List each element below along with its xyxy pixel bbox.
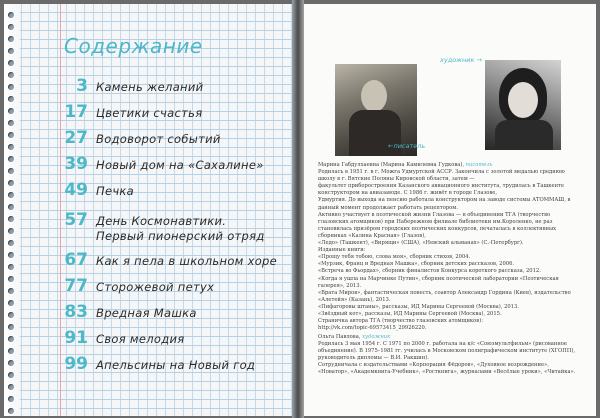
spiral-hole [8, 348, 14, 354]
artist-photo [485, 60, 561, 150]
spiral-hole [8, 156, 14, 162]
spiral-hole [8, 180, 14, 186]
spiral-hole [8, 12, 14, 18]
spiral-hole [8, 336, 14, 342]
spiral-hole [8, 312, 14, 318]
spiral-hole [8, 324, 14, 330]
writer-name: Марина Габдулхаевна (Марина Камилевна Гудкова), [318, 162, 465, 168]
contents-item-title: Сторожевой петух [96, 280, 215, 294]
spiral-hole [8, 192, 14, 198]
bio-line: «Врата Миров», фантастическая повесть, соавтор Александр Гордина (Киев), издательство «Алетейя» (Казань), 2013. [318, 289, 571, 303]
contents-item-title: Камень желаний [96, 80, 204, 94]
contents-page-number: 27 [64, 128, 88, 148]
artist-role: художник [362, 334, 391, 340]
artist-face [508, 82, 538, 118]
bio-line: «Когда я ушла на Марчинке Путин», сборник поэтической лаборатории «Поэтическая галерея», 2013. [318, 275, 559, 289]
contents-item-title: Водоворот событий [96, 132, 221, 146]
spiral-hole [8, 276, 14, 282]
contents-page-number: 17 [64, 102, 88, 122]
contents-page-number: 49 [64, 180, 88, 200]
contents-item-title: Как я пела в школьном хоре [96, 254, 278, 268]
writer-role: писатель [465, 162, 493, 168]
contents-item-title: Новый дом на «Сахалине» [96, 158, 264, 172]
contents-item-title: Вредная Машка [96, 306, 197, 320]
spiral-hole [8, 204, 14, 210]
spiral-hole [8, 360, 14, 366]
bio-line: Страничка автора ТГА (творчество глазовских атомщиков): [318, 318, 483, 325]
artist-bio [318, 334, 578, 377]
contents-page [4, 4, 296, 416]
bio-line: «Встреча во Фьордах», сборник финалистов Конкурса короткого рассказа, 2012. [318, 268, 541, 275]
illustrator-caption: художник → [440, 56, 482, 64]
writer-caption: ←писатель [388, 142, 426, 150]
bio-line: «Звёздный кот», рассказы, ИД Марины Сергеевой (Москва), 2015. [318, 310, 502, 317]
spiral-hole [8, 384, 14, 390]
bio-line: «Мурзик, Франц и Вредная Машка», сборник детских рассказов, 2006. [318, 261, 515, 268]
spiral-hole [8, 48, 14, 54]
contents-page-number: 39 [64, 154, 88, 174]
contents-page-number: 57 [64, 210, 88, 230]
spiral-hole [8, 144, 14, 150]
spiral-hole [8, 84, 14, 90]
contents-page-number: 3 [76, 76, 88, 96]
spiral-hole [8, 60, 14, 66]
writer-face [361, 80, 387, 112]
author-page [300, 4, 596, 416]
spiral-hole [8, 240, 14, 246]
spiral-hole [8, 252, 14, 258]
spiral-hole [8, 24, 14, 30]
contents-page-number: 83 [64, 302, 88, 322]
contents-page-number: 77 [64, 276, 88, 296]
bio-line: «Пифагоровы штаны», рассказы, ИД Марины Сергеевой (Москва), 2013. [318, 303, 519, 310]
contents-page-number: 67 [64, 250, 88, 270]
spiral-hole [8, 396, 14, 402]
spiral-hole [8, 120, 14, 126]
spiral-binding [4, 4, 20, 416]
spiral-hole [8, 288, 14, 294]
spiral-hole [8, 96, 14, 102]
bio-line: http://vk.com/topic-69573415_29926220. [318, 325, 427, 332]
spiral-hole [8, 264, 14, 270]
bio-line: Родилась 3 мая 1954 г. С 1971 по 2000 г. работала на к/с «Союзмультфильм» (рисованное объединение). В 1975–1981 гг. училась в Московском полиграфическом институте (ХГОПП), руководитель дипломы — В.И. Ракшин). [318, 341, 576, 362]
contents-item-title: Своя мелодия [96, 332, 185, 346]
contents-page-number: 91 [64, 328, 88, 348]
contents-title: Содержание [64, 34, 203, 58]
bio-line: Изданные книги: [318, 247, 366, 254]
artist-body [495, 120, 553, 150]
spiral-hole [8, 216, 14, 222]
spiral-hole [8, 108, 14, 114]
bio-line: Активно участвует в поэтической жизни Глазова — в объединении ТГА (творчество глазовских атомщиков) при Набережном филиале библиотеки им.Короленко, не раз становилась призёром городских поэтических конкурсов, печаталась в коллективных сборниках «Калина Красная» (Глазов), [318, 211, 557, 239]
spiral-hole [8, 300, 14, 306]
writer-bio [318, 162, 578, 332]
contents-page-number: 99 [64, 354, 88, 374]
contents-item-title: Апельсины на Новый год [96, 358, 256, 372]
bio-line: «Прощу тебя тобою, слова моя», сборник стихов, 2004. [318, 254, 471, 261]
spiral-hole [8, 408, 14, 414]
bio-line: Родилась в 1951 г. в г. Можга Удмуртской АССР. Закончила с золотой медалью среднюю школу в г. Вятские Поляны Кировской области, затем — [318, 169, 565, 183]
spiral-hole [8, 168, 14, 174]
contents-item-title: Печка [96, 184, 135, 198]
contents-item-title: Цветики счастья [96, 106, 203, 120]
bio-line: факультет приборостроения Казанского авиационного института, трудилась в Ташкенте конструктором на авиазаводе. С 1986 г. живёт в городе Глазове, [318, 183, 564, 197]
bio-line: Сотрудничала с издательствами «Корпорация Фёдоров», «Духовное возрождение», «Новатор», «Академкнига-Учебник», «Росткнига», журналами «Весёлые уроки», «Читайка». [318, 362, 576, 376]
bio-line: «Ледо» (Ташкент), «Вирящи» (США), «Невский альманах» (С.-Петербург). [318, 240, 524, 247]
bio-line: Удмуртия. До выхода на пенсию работала конструктором на заводе системы АТОММАШ, в данный момент продолжает работать рецептором. [318, 197, 571, 211]
artist-name: Ольга Павлова, [318, 334, 361, 340]
book-gutter [292, 0, 304, 418]
spiral-hole [8, 132, 14, 138]
spiral-hole [8, 228, 14, 234]
spiral-hole [8, 372, 14, 378]
spiral-hole [8, 72, 14, 78]
spiral-hole [8, 36, 14, 42]
contents-item-title: День Космонавтики. Первый пионерский отряд [96, 214, 265, 243]
